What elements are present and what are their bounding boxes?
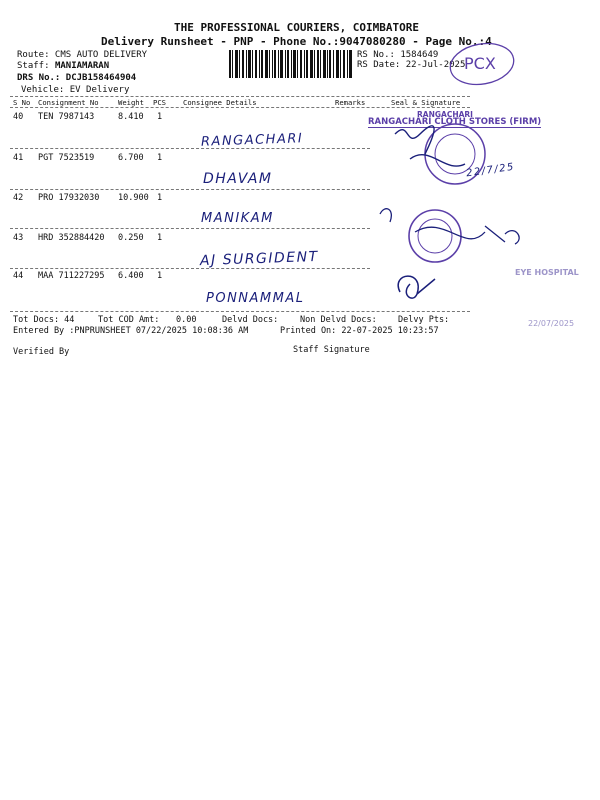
row-41-sno: 41 xyxy=(13,153,24,163)
staff-label: Staff: xyxy=(17,61,50,71)
row-divider xyxy=(10,228,370,229)
row-42-pcs: 1 xyxy=(157,193,163,203)
staff-row xyxy=(17,61,109,71)
row-43-sno: 43 xyxy=(13,233,24,243)
staff-signature: Staff Signature xyxy=(293,345,370,355)
row-44-consignee: PONNAMMAL xyxy=(206,291,305,306)
row-41-pcs: 1 xyxy=(157,153,163,163)
row-44-sno: 44 xyxy=(13,271,24,281)
vehicle-text: Vehicle: EV Delivery xyxy=(21,85,130,95)
col-weight: Weight xyxy=(118,98,144,107)
pcx-stamp-text: PCX xyxy=(464,54,496,73)
col-consignment: Consignment No xyxy=(38,98,99,107)
non-delvd-docs: Non Delvd Docs: xyxy=(300,315,377,325)
col-consignee: Consignee Details xyxy=(183,98,257,107)
runsheet-title: Delivery Runsheet - PNP - Phone No.:9047080280 - Page No.:4 xyxy=(101,35,492,48)
delvd-docs: Delvd Docs: xyxy=(222,315,279,325)
hospital-stamp: EYE HOSPITAL xyxy=(515,268,579,277)
tot-cod-value: 0.00 xyxy=(176,315,197,325)
row-42-consignment: PRO 17932030 xyxy=(38,193,100,203)
row-43-weight: 0.250 xyxy=(118,233,144,243)
row-43-pcs: 1 xyxy=(157,233,163,243)
col-sno: S No xyxy=(13,98,31,107)
hospital-stamp-date: 22/07/2025 xyxy=(528,319,575,328)
row-42-weight: 10.900 xyxy=(118,193,149,203)
row-40-weight: 8.410 xyxy=(118,112,144,122)
tot-docs: Tot Docs: 44 xyxy=(13,315,75,325)
entered-by: Entered By :PNPRUNSHEET 07/22/2025 10:08:36 AM xyxy=(13,326,249,336)
col-seal: Seal & Signature xyxy=(391,98,461,107)
row-41-consignee: DHAVAM xyxy=(203,171,273,187)
totals-rule xyxy=(10,311,470,312)
drs-value: DCJB158464904 xyxy=(65,73,137,83)
row-40-sno: 40 xyxy=(13,112,24,122)
seal-signatures xyxy=(355,104,595,324)
rs-date: RS Date: 22-Jul-2025 xyxy=(357,60,466,70)
row-44-weight: 6.400 xyxy=(118,271,144,281)
firm-stamp-top: RANGACHARI xyxy=(417,110,473,119)
row-40-consignee: RANGACHARI xyxy=(200,131,304,150)
row-41-weight: 6.700 xyxy=(118,153,144,163)
row-43-consignment: HRD 352884420 xyxy=(38,233,105,243)
row-44-consignment: MAA 711227295 xyxy=(38,271,105,281)
tot-cod-label: Tot COD Amt: xyxy=(98,315,160,325)
company-title: THE PROFESSIONAL COURIERS, COIMBATORE xyxy=(174,21,420,34)
row-43-consignee: AJ SURGIDENT xyxy=(199,248,319,270)
header-rule-top xyxy=(10,96,470,97)
row-42-sno: 42 xyxy=(13,193,24,203)
staff-value: MANIAMARAN xyxy=(54,61,110,71)
row-divider xyxy=(10,268,370,269)
drs-row xyxy=(17,73,136,83)
handwritten-date: 22/7/25 xyxy=(465,161,516,180)
row-40-pcs: 1 xyxy=(157,112,163,122)
row-40-consignment: TEN 7987143 xyxy=(38,112,95,122)
row-41-consignment: PGT 7523519 xyxy=(38,153,95,163)
drs-label: DRS No.: xyxy=(17,73,61,83)
route-text: Route: CMS AUTO DELIVERY xyxy=(17,50,148,60)
firm-stamp: RANGACHARI CLOTH STORES (FIRM) xyxy=(368,117,542,127)
verified-by: Verified By xyxy=(13,347,70,357)
row-44-pcs: 1 xyxy=(157,271,163,281)
col-pcs: PCS xyxy=(153,98,166,107)
pcx-stamp xyxy=(447,41,517,87)
row-divider xyxy=(10,189,370,190)
barcode xyxy=(229,50,353,78)
col-remarks: Remarks xyxy=(335,98,366,107)
printed-on: Printed On: 22-07-2025 10:23:57 xyxy=(280,326,439,336)
row-42-consignee: MANIKAM xyxy=(201,211,274,226)
rs-no: RS No.: 1584649 xyxy=(357,50,439,60)
delvy-pts: Delvy Pts: xyxy=(398,315,450,325)
row-divider xyxy=(10,148,370,149)
